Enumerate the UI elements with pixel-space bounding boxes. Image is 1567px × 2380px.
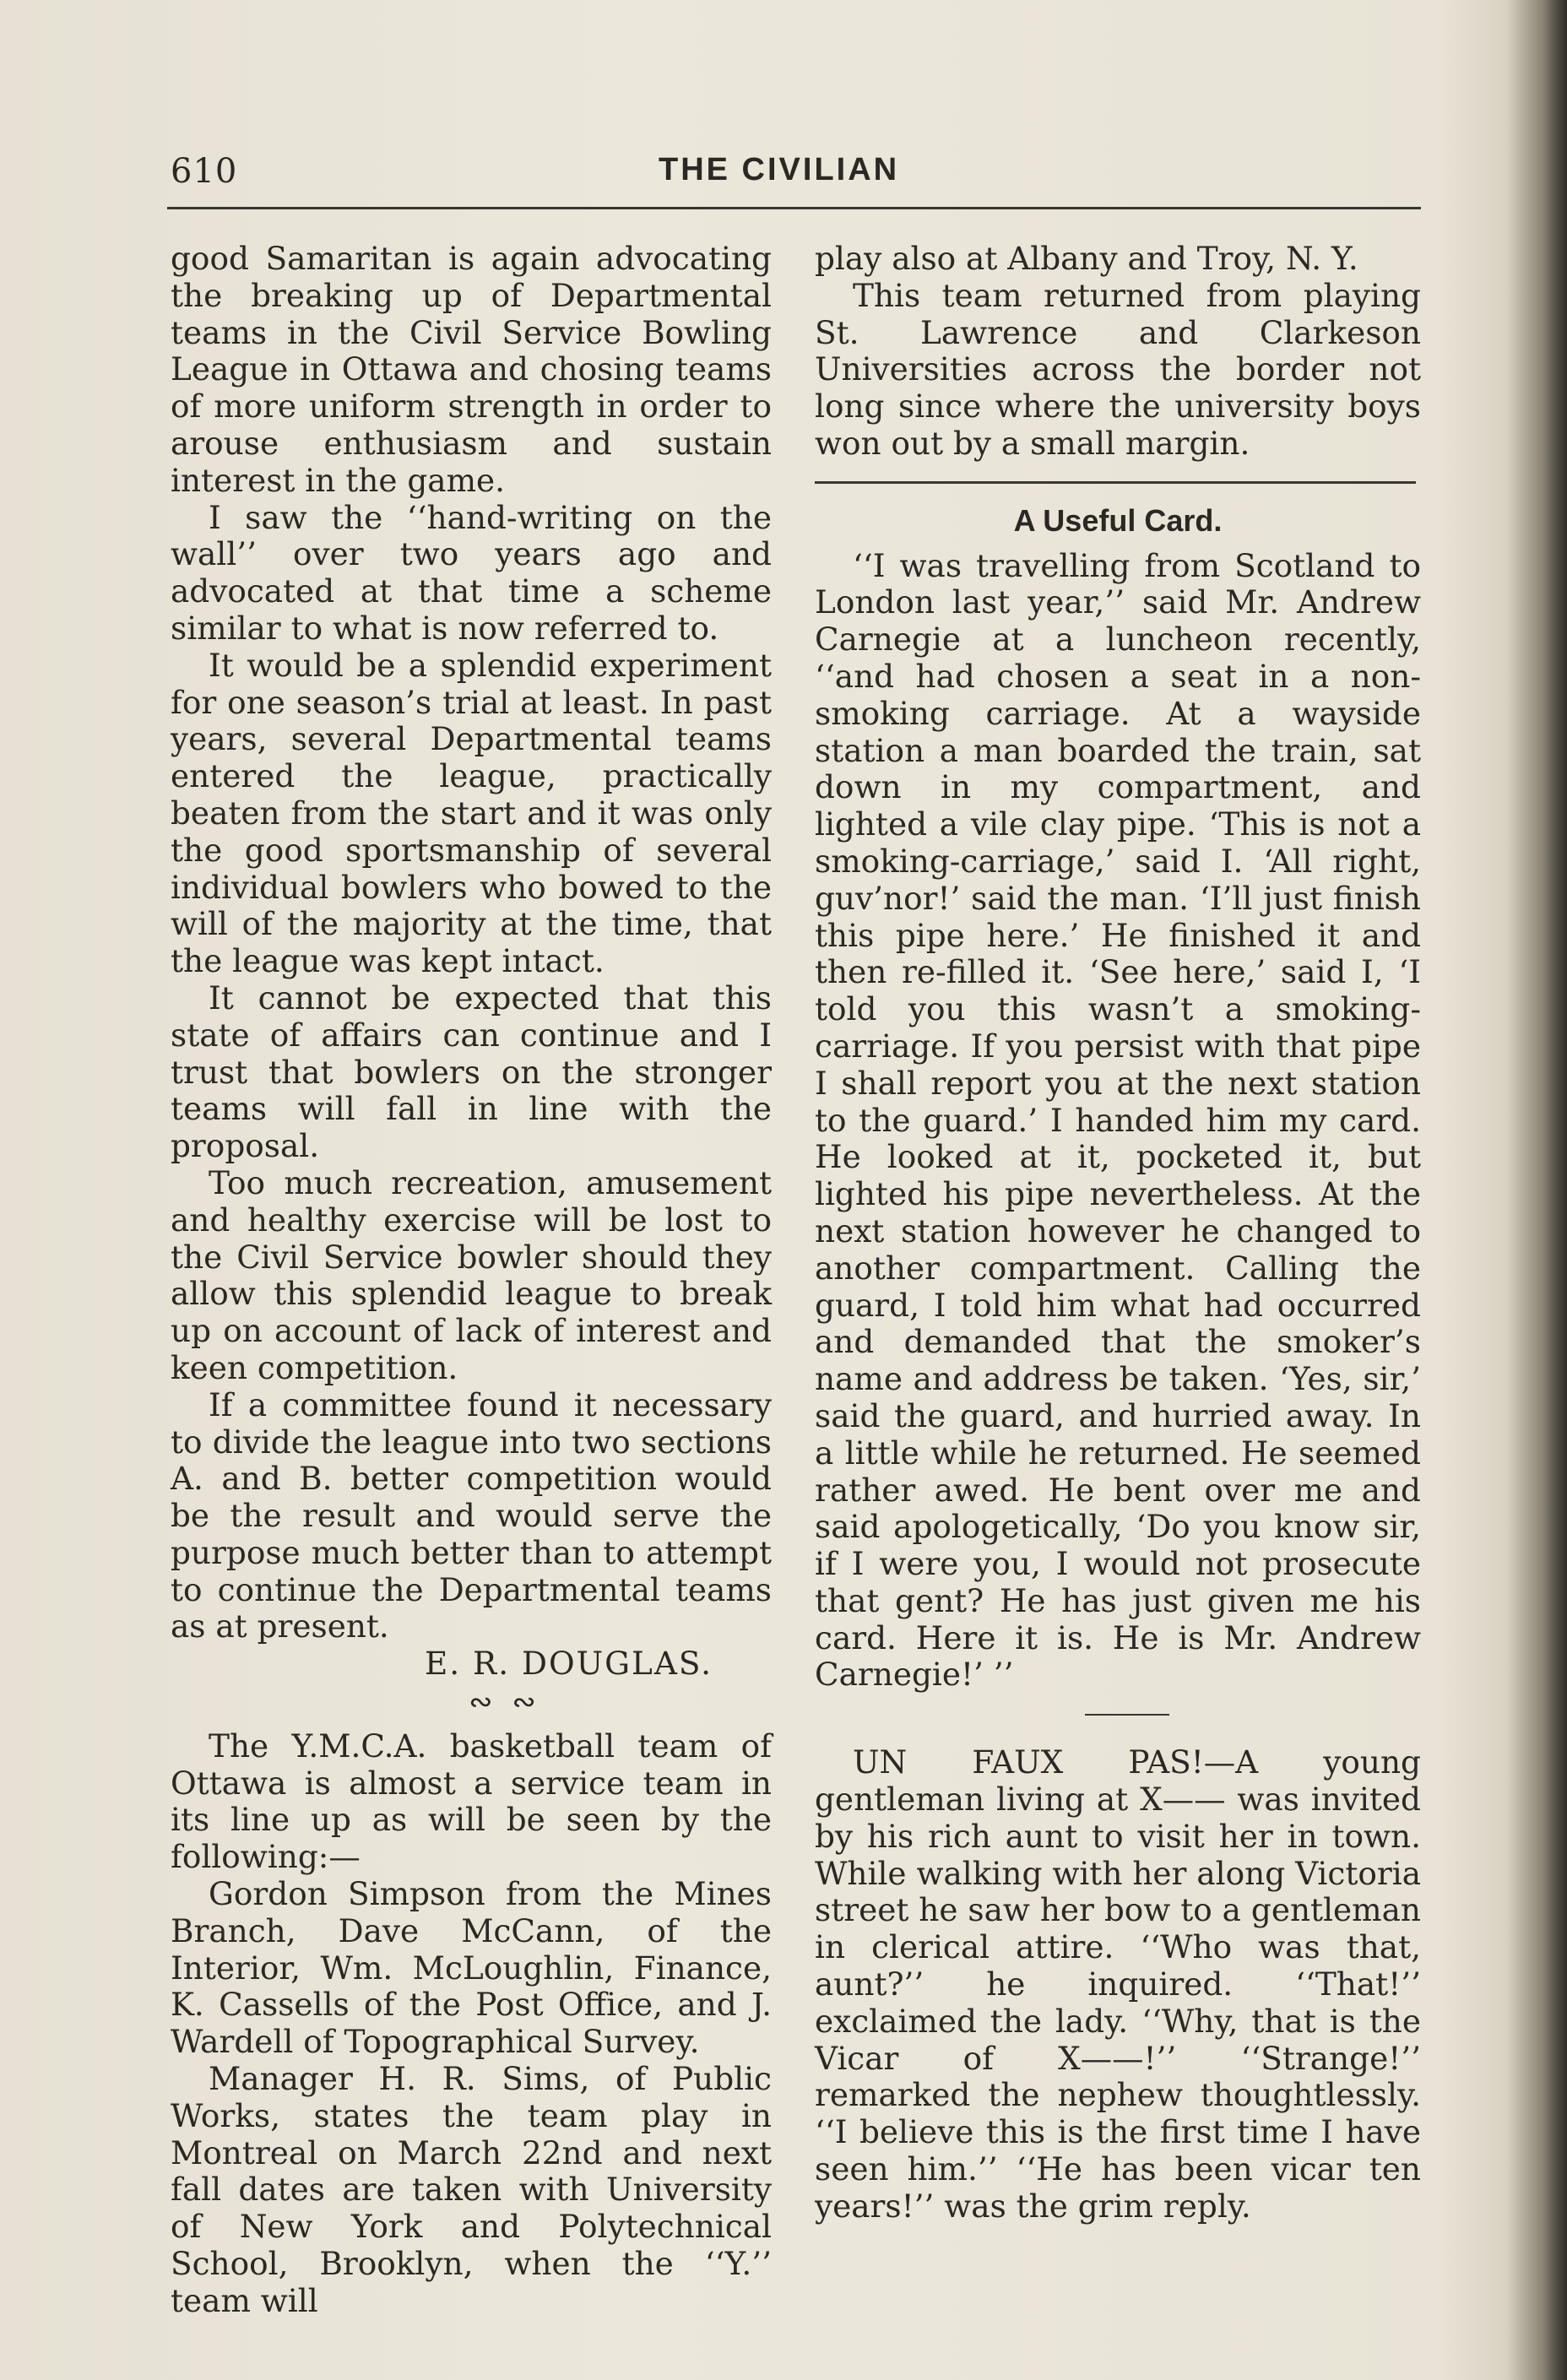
- left-paragraph-1: good Samaritan is again advocating the breaking up of Departmental teams in the Civil Service Bowling League in Ottawa and chosing teams of more uniform strength in order to arouse enthusiasm and sustain interest in the game.: [171, 240, 772, 499]
- binding-shadow: [1508, 0, 1567, 2380]
- left-paragraph-7: The Y.M.C.A. basketball team of Ottawa is almost a service team in its line up as will be seen by the following:—: [171, 1727, 772, 1876]
- left-paragraph-5: Too much recreation, amusement and healthy exercise will be lost to the Civil Service bowler should they allow this splendid league to break up on account of lack of interest and keen competition.: [171, 1163, 772, 1386]
- header-rule: [167, 207, 1421, 209]
- left-paragraph-6: If a committee found it necessary to divide the league into two sections A. and B. better competition would be the result and would serve the purpose much better than to attempt to continue the Departmental teams as at present.: [171, 1385, 772, 1645]
- left-paragraph-8: Gordon Simpson from the Mines Branch, Dave McCann, of the Interior, Wm. McLoughlin, Finance, K. Cassells of the Post Office, and J. Wardell of Topographical Survey.: [171, 1875, 772, 2061]
- page-number: 610: [171, 152, 238, 191]
- left-column: [171, 241, 772, 2320]
- short-divider: [1085, 1714, 1169, 1716]
- right-paragraph-1: play also at Albany and Troy, N. Y.: [815, 240, 1358, 277]
- left-paragraph-4: It cannot be expected that this state of affairs can continue and I trust that bowlers on the stronger teams will fall in line with the proposal.: [171, 979, 772, 1165]
- signature: E. R. DOUGLAS.: [424, 1645, 713, 1683]
- section-ornament: ∾ ∾: [469, 1685, 541, 1720]
- right-paragraph-4: UN FAUX PAS!—A young gentleman living at X—— was invited by his rich aunt to visit her in town. While walking with her along Victoria street he saw her bow to a gentleman in clerical attire. ‘‘Who was that, aunt?’’ he inquired. ‘‘That!’’ exclaimed the lady. ‘‘Why, that is the Vicar of X——!’’ ‘‘Strange!’’ remarked the nephew thoughtlessly. ‘‘I believe this is the first time I have seen him.’’ ‘‘He has been vicar ten years!’’ was the grim reply.: [815, 1743, 1421, 2225]
- article-heading: A Useful Card.: [1013, 502, 1223, 538]
- left-paragraph-3: It would be a splendid experiment for one season’s trial at least. In past years, several Departmental teams entered the league, practically beaten from the start and it was only the good sportsmanship of several individual bowlers who bowed to the will of the majority at the time, that the league was kept intact.: [171, 646, 772, 980]
- right-paragraph-2: This team returned from playing St. Lawrence and Clarkeson Universities across the border not long since where the university boys won out by a small margin.: [815, 276, 1421, 462]
- running-title: THE CIVILIAN: [659, 152, 900, 187]
- section-rule: [815, 481, 1416, 484]
- left-paragraph-9: Manager H. R. Sims, of Public Works, states the team play in Montreal on March 22nd and next fall dates are taken with University of New York and Polytechnical School, Brooklyn, when the ‘‘Y.’’ team will: [171, 2060, 772, 2319]
- right-column: [815, 241, 1421, 2225]
- left-paragraph-2: I saw the ‘‘hand-writing on the wall’’ over two years ago and advocated at that time a scheme similar to what is now referred to.: [171, 498, 772, 647]
- right-paragraph-3: ‘‘I was travelling from Scotland to London last year,’’ said Mr. Andrew Carnegie at a luncheon recently, ‘‘and had chosen a seat in a non-smoking carriage. At a wayside station a man boarded the train, sat down in my compartment, and lighted a vile clay pipe. ‘This is not a smoking-carriage,’ said I. ‘All right, guv’nor!’ said the man. ‘I’ll just finish this pipe here.’ He finished it and then re-filled it. ‘See here,’ said I, ‘I told you this wasn’t a smoking-carriage. If you persist with that pipe I shall report you at the next station to the guard.’ I handed him my card. He looked at it, pocketed it, but lighted his pipe nevertheless. At the next station however he changed to another compartment. Calling the guard, I told him what had occurred and demanded that the smoker’s name and address be taken. ‘Yes, sir,’ said the guard, and hurried away. In a little while he returned. He seemed rather awed. He bent over me and said apologetically, ‘Do you know sir, if I were you, I would not prosecute that gent? He has just given me his card. Here it is. He is Mr. Andrew Carnegie!’ ’’: [815, 546, 1421, 1694]
